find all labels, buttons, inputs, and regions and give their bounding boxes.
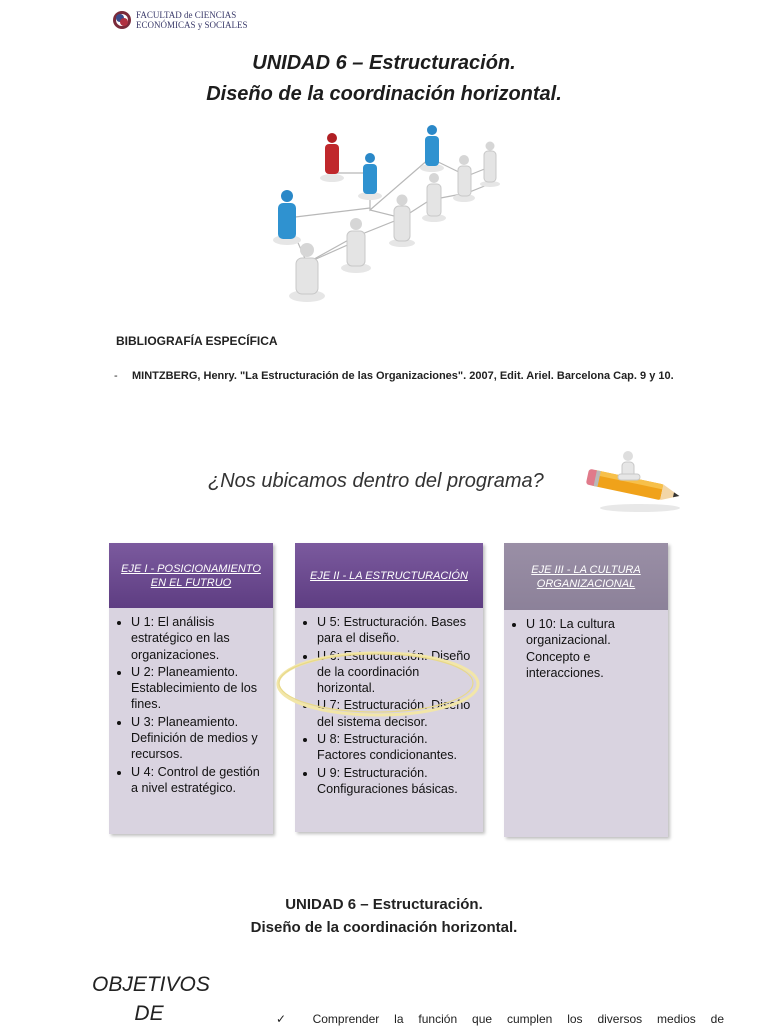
page-title-line-2: Diseño de la coordinación horizontal. [206, 83, 562, 105]
list-item: • U 8: Estructuración. Factores condicionantes. [317, 731, 475, 764]
axis-2-header: EJE II - LA ESTRUCTURACIÓN [295, 543, 483, 608]
unit-subtitle-line-1: UNIDAD 6 – Estructuración. [285, 896, 483, 913]
objectives-heading-line-1: OBJETIVOS [92, 973, 210, 996]
list-item: • U 1: El análisis estratégico en las organizaciones. [131, 614, 265, 663]
person-figures [273, 125, 500, 302]
axis-1-unit-list [115, 614, 265, 796]
list-item: • U 6: Estructuración. Diseño de la coordinación horizontal. [317, 648, 475, 697]
bibliography-item [114, 370, 674, 382]
highlight-ellipse [274, 648, 482, 720]
check-icon: ✓ [276, 1012, 298, 1026]
faculty-logo [112, 10, 248, 30]
org-chart-people-illustration [252, 118, 518, 320]
objective-item-text: Comprender la función que cumplen los diversos medios de [312, 1012, 725, 1026]
objectives-heading-line-2: DE [134, 1002, 164, 1025]
list-item: • U 2: Planeamiento. Establecimiento de los fines. [131, 664, 265, 713]
list-item: • U 9: Estructuración. Configuraciones básicas. [317, 765, 475, 798]
logo-line-2: ECONÓMICAS y SOCIALES [136, 20, 248, 30]
axis-column-3 [504, 543, 668, 837]
list-item: • U 7: Estructuración. Diseño del sistema decisor. [317, 697, 475, 730]
axis-column-1 [109, 543, 273, 834]
faculty-logo-icon [112, 10, 132, 30]
axis-3-header: EJE III - LA CULTURA ORGANIZACIONAL [504, 543, 668, 610]
program-question: ¿Nos ubicamos dentro del programa? [208, 470, 544, 492]
page-title-line-1: UNIDAD 6 – Estructuración. [252, 52, 516, 74]
bibliography-heading: BIBLIOGRAFÍA ESPECÍFICA [116, 334, 278, 348]
list-item: • U 4: Control de gestión a nivel estratégico. [131, 764, 265, 797]
list-item: • U 3: Planeamiento. Definición de medios y recursos. [131, 714, 265, 763]
list-item: • U 5: Estructuración. Bases para el diseño. [317, 614, 475, 647]
unit-subtitle-line-2: Diseño de la coordinación horizontal. [250, 919, 518, 936]
bibliography-item-text: MINTZBERG, Henry. "La Estructuración de las Organizaciones". 2007, Edit. Ariel. Barcelona Cap. 9 y 10. [132, 370, 674, 382]
objectives-heading [92, 970, 210, 1028]
person-on-pencil-icon [582, 448, 688, 514]
list-item: • U 10: La cultura organizacional. Concepto e interacciones. [526, 616, 660, 681]
axis-3-unit-list [510, 616, 660, 681]
axis-1-header: EJE I - POSICIONAMIENTO EN EL FUTRUO [109, 543, 273, 608]
logo-line-1: FACULTAD de CIENCIAS [136, 10, 237, 20]
bibliography-bullet: - [114, 370, 118, 382]
